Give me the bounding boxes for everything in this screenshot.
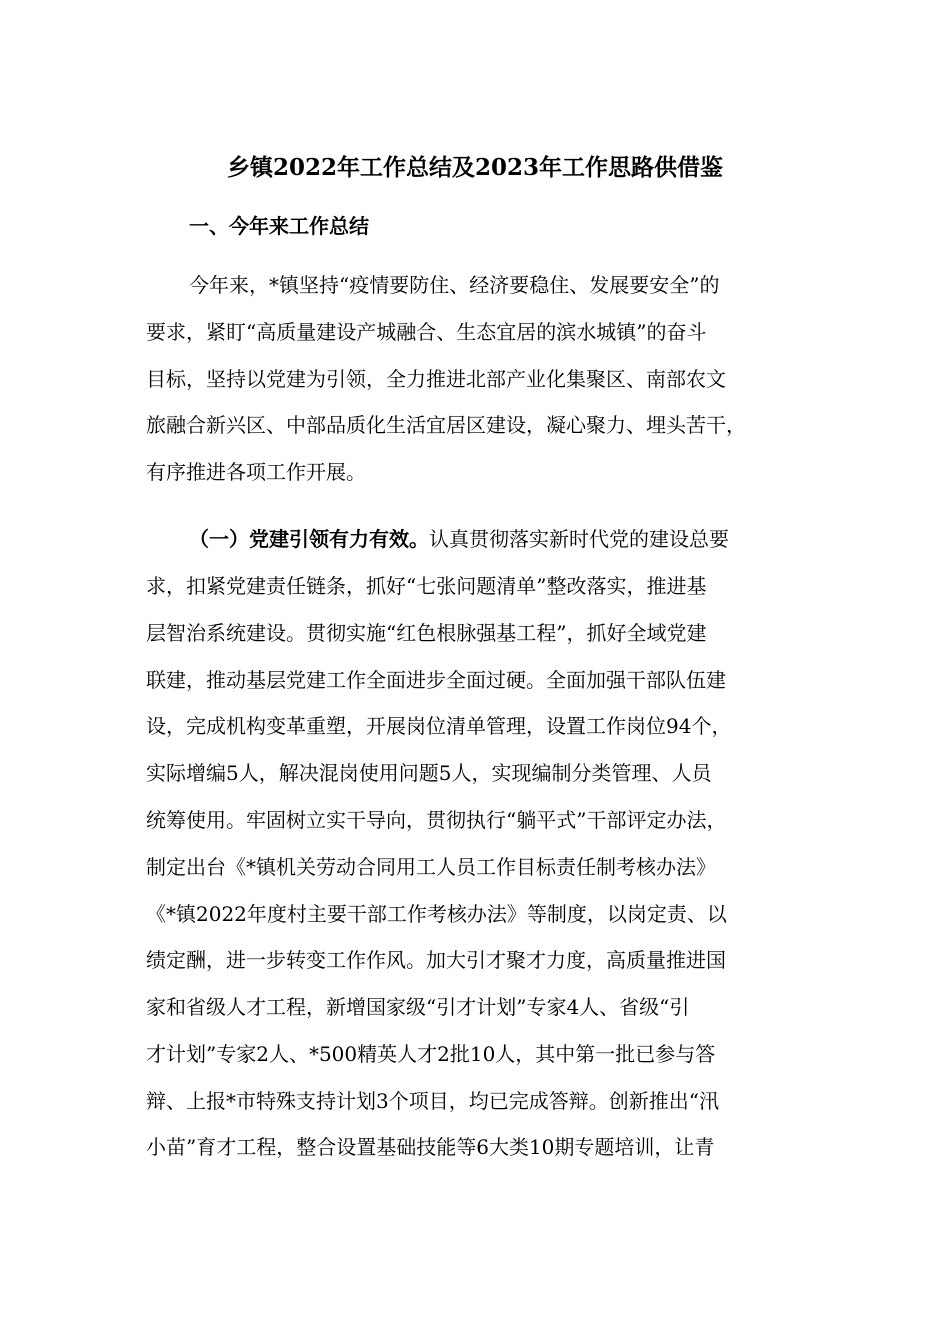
paragraph-line: 层智治系统建设。贯彻实施“红色根脉强基工程”，抓好全域党建 — [146, 621, 707, 645]
paragraph-line: 家和省级人才工程，新增国家级“引才计划”专家4人、省级“引 — [146, 995, 690, 1019]
paragraph-line: 制定出台《*镇机关劳动合同用工人员工作目标责任制考核办法》 — [146, 855, 716, 879]
paragraph-line: 联建，推动基层党建工作全面进步全面过硬。全面加强干部队伍建 — [146, 668, 726, 692]
paragraph-line: 《*镇2022年度村主要干部工作考核办法》等制度，以岗定责、以 — [146, 902, 727, 926]
paragraph-line: 求，扣紧党建责任链条，抓好“七张问题清单”整改落实，推进基 — [146, 574, 707, 598]
paragraph-text: 认真贯彻落实新时代党的建设总要 — [429, 527, 729, 551]
paragraph-line: 目标，坚持以党建为引领，全力推进北部产业化集聚区、南部农文 — [146, 367, 726, 391]
section-heading: 一、今年来工作总结 — [189, 214, 369, 238]
paragraph-line: 小苗”育才工程，整合设置基础技能等6大类10期专题培训，让青 — [146, 1135, 715, 1159]
document-title: 乡镇2022年工作总结及2023年工作思路供借鉴 — [226, 154, 724, 181]
paragraph-line: 辩、上报*市特殊支持计划3个项目，均已完成答辩。创新推出“汛 — [146, 1089, 719, 1113]
paragraph-line: 要求，紧盯“高质量建设产城融合、生态宜居的滨水城镇”的奋斗 — [146, 320, 707, 344]
subsection-heading: （一）党建引领有力有效。 — [189, 527, 429, 551]
paragraph-line: 实际增编5人，解决混岗使用问题5人，实现编制分类管理、人员 — [146, 761, 712, 785]
paragraph-line: 有序推进各项工作开展。 — [146, 460, 366, 484]
paragraph-line: 绩定酬，进一步转变工作作风。加大引才聚才力度，高质量推进国 — [146, 948, 726, 972]
paragraph-line: 今年来，*镇坚持“疫情要防住、经济要稳住、发展要安全”的 — [189, 273, 720, 297]
paragraph-line: 设，完成机构变革重塑，开展岗位清单管理，设置工作岗位94个， — [146, 714, 732, 738]
paragraph-line: 统筹使用。牢固树立实干导向，贯彻执行“躺平式”干部评定办法， — [146, 808, 727, 832]
paragraph-line: 才计划”专家2人、*500精英人才2批10人，其中第一批已参与答 — [146, 1042, 716, 1066]
paragraph-line: 旅融合新兴区、中部品质化生活宜居区建设，凝心聚力、埋头苦干， — [146, 413, 746, 437]
paragraph-line — [189, 521, 806, 557]
